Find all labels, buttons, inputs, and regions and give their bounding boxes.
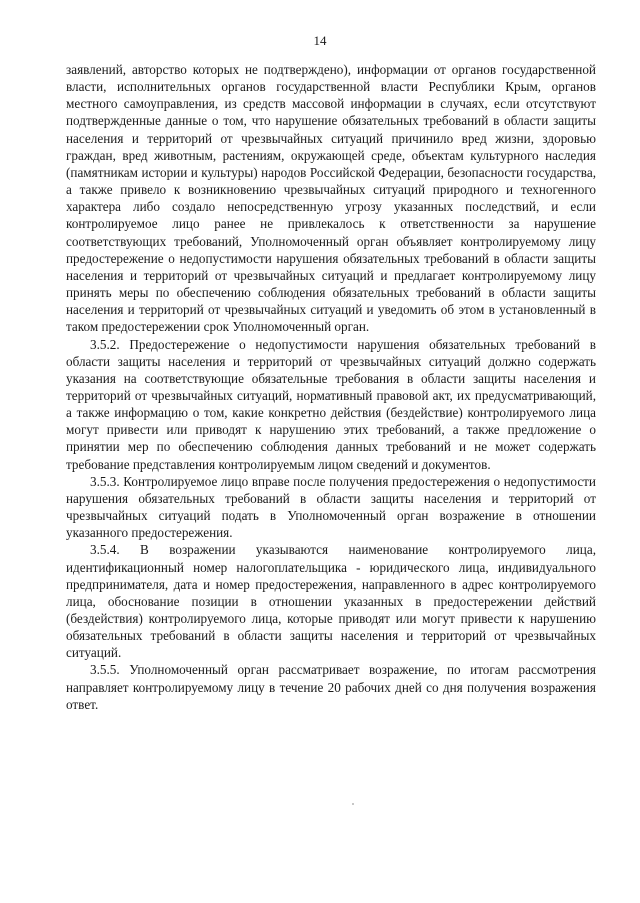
paragraph-3-5-5: 3.5.5. Уполномоченный орган рассматривает возражение, по итогам рассмотрения направляет контролируемому лицу в течение 20 рабочих дней со дня получения возражения ответ. [66, 662, 596, 712]
paragraph-continuation: заявлений, авторство которых не подтверждено), информации от органов государственной власти, исполнительных органов государственной власти Республики Крым, органов местного самоуправления, из средств массовой информации в случаях, если отсутствуют подтвержденные данные о том, что нарушение обязательных требований в области защиты населения и территорий от чрезвычайных ситуаций причинило вред жизни, здоровью граждан, вред животным, растениям, окружающей среде, объектам культурного наследия (памятникам истории и культуры) народов Российской Федерации, безопасности государства, а также привело к возникновению чрезвычайных ситуаций природного и техногенного характера либо создало непосредственную угрозу указанных последствий, и если контролируемое лицо ранее не привлекалось к ответственности за нарушение соответствующих требований, Уполномоченный орган объявляет контролируемому лицу предостережение о недопустимости нарушения обязательных требований в области защиты населения и территорий от чрезвычайных ситуаций и предлагает контролируемому лицу принять меры по обеспечению соблюдения обязательных требований в области защиты населения и территорий от чрезвычайных ситуаций и уведомить об этом в установленный в таком предостережении срок Уполномоченный орган. [66, 62, 596, 335]
scan-speck [352, 803, 354, 805]
document-body [66, 61, 596, 713]
paragraph-3-5-2: 3.5.2. Предостережение о недопустимости нарушения обязательных требований в области защиты населения и территорий от чрезвычайных ситуаций должно содержать указания на соответствующие обязательные требования в области защиты населения и территорий от чрезвычайных ситуаций, нормативный правовой акт, их предусматривающий, а также информацию о том, какие конкретно действия (бездействие) контролируемого лица могут привести или приводят к нарушению этих требований, а также предложение о принятии мер по обеспечению соблюдения данных требований и не может содержать требование представления контролируемым лицом сведений и документов. [66, 336, 596, 472]
page-number: 14 [313, 33, 327, 48]
paragraph-3-5-3: 3.5.3. Контролируемое лицо вправе после получения предостережения о недопустимости нарушения обязательных требований в области защиты населения и территорий от чрезвычайных ситуаций подать в Уполномоченный орган возражение в отношении указанного предостережения. [66, 473, 596, 541]
paragraph-3-5-4: 3.5.4. В возражении указываются наименование контролируемого лица, идентификационный номер налогоплательщика - юридического лица, индивидуального предпринимателя, дата и номер предостережения, направленного в адрес контролируемого лица, обоснование позиции в отношении указанных в предостережении действий (бездействия) контролируемого лица, которые приводят или могут привести к нарушению обязательных требований в области защиты населения и территорий от чрезвычайных ситуаций. [66, 542, 596, 661]
